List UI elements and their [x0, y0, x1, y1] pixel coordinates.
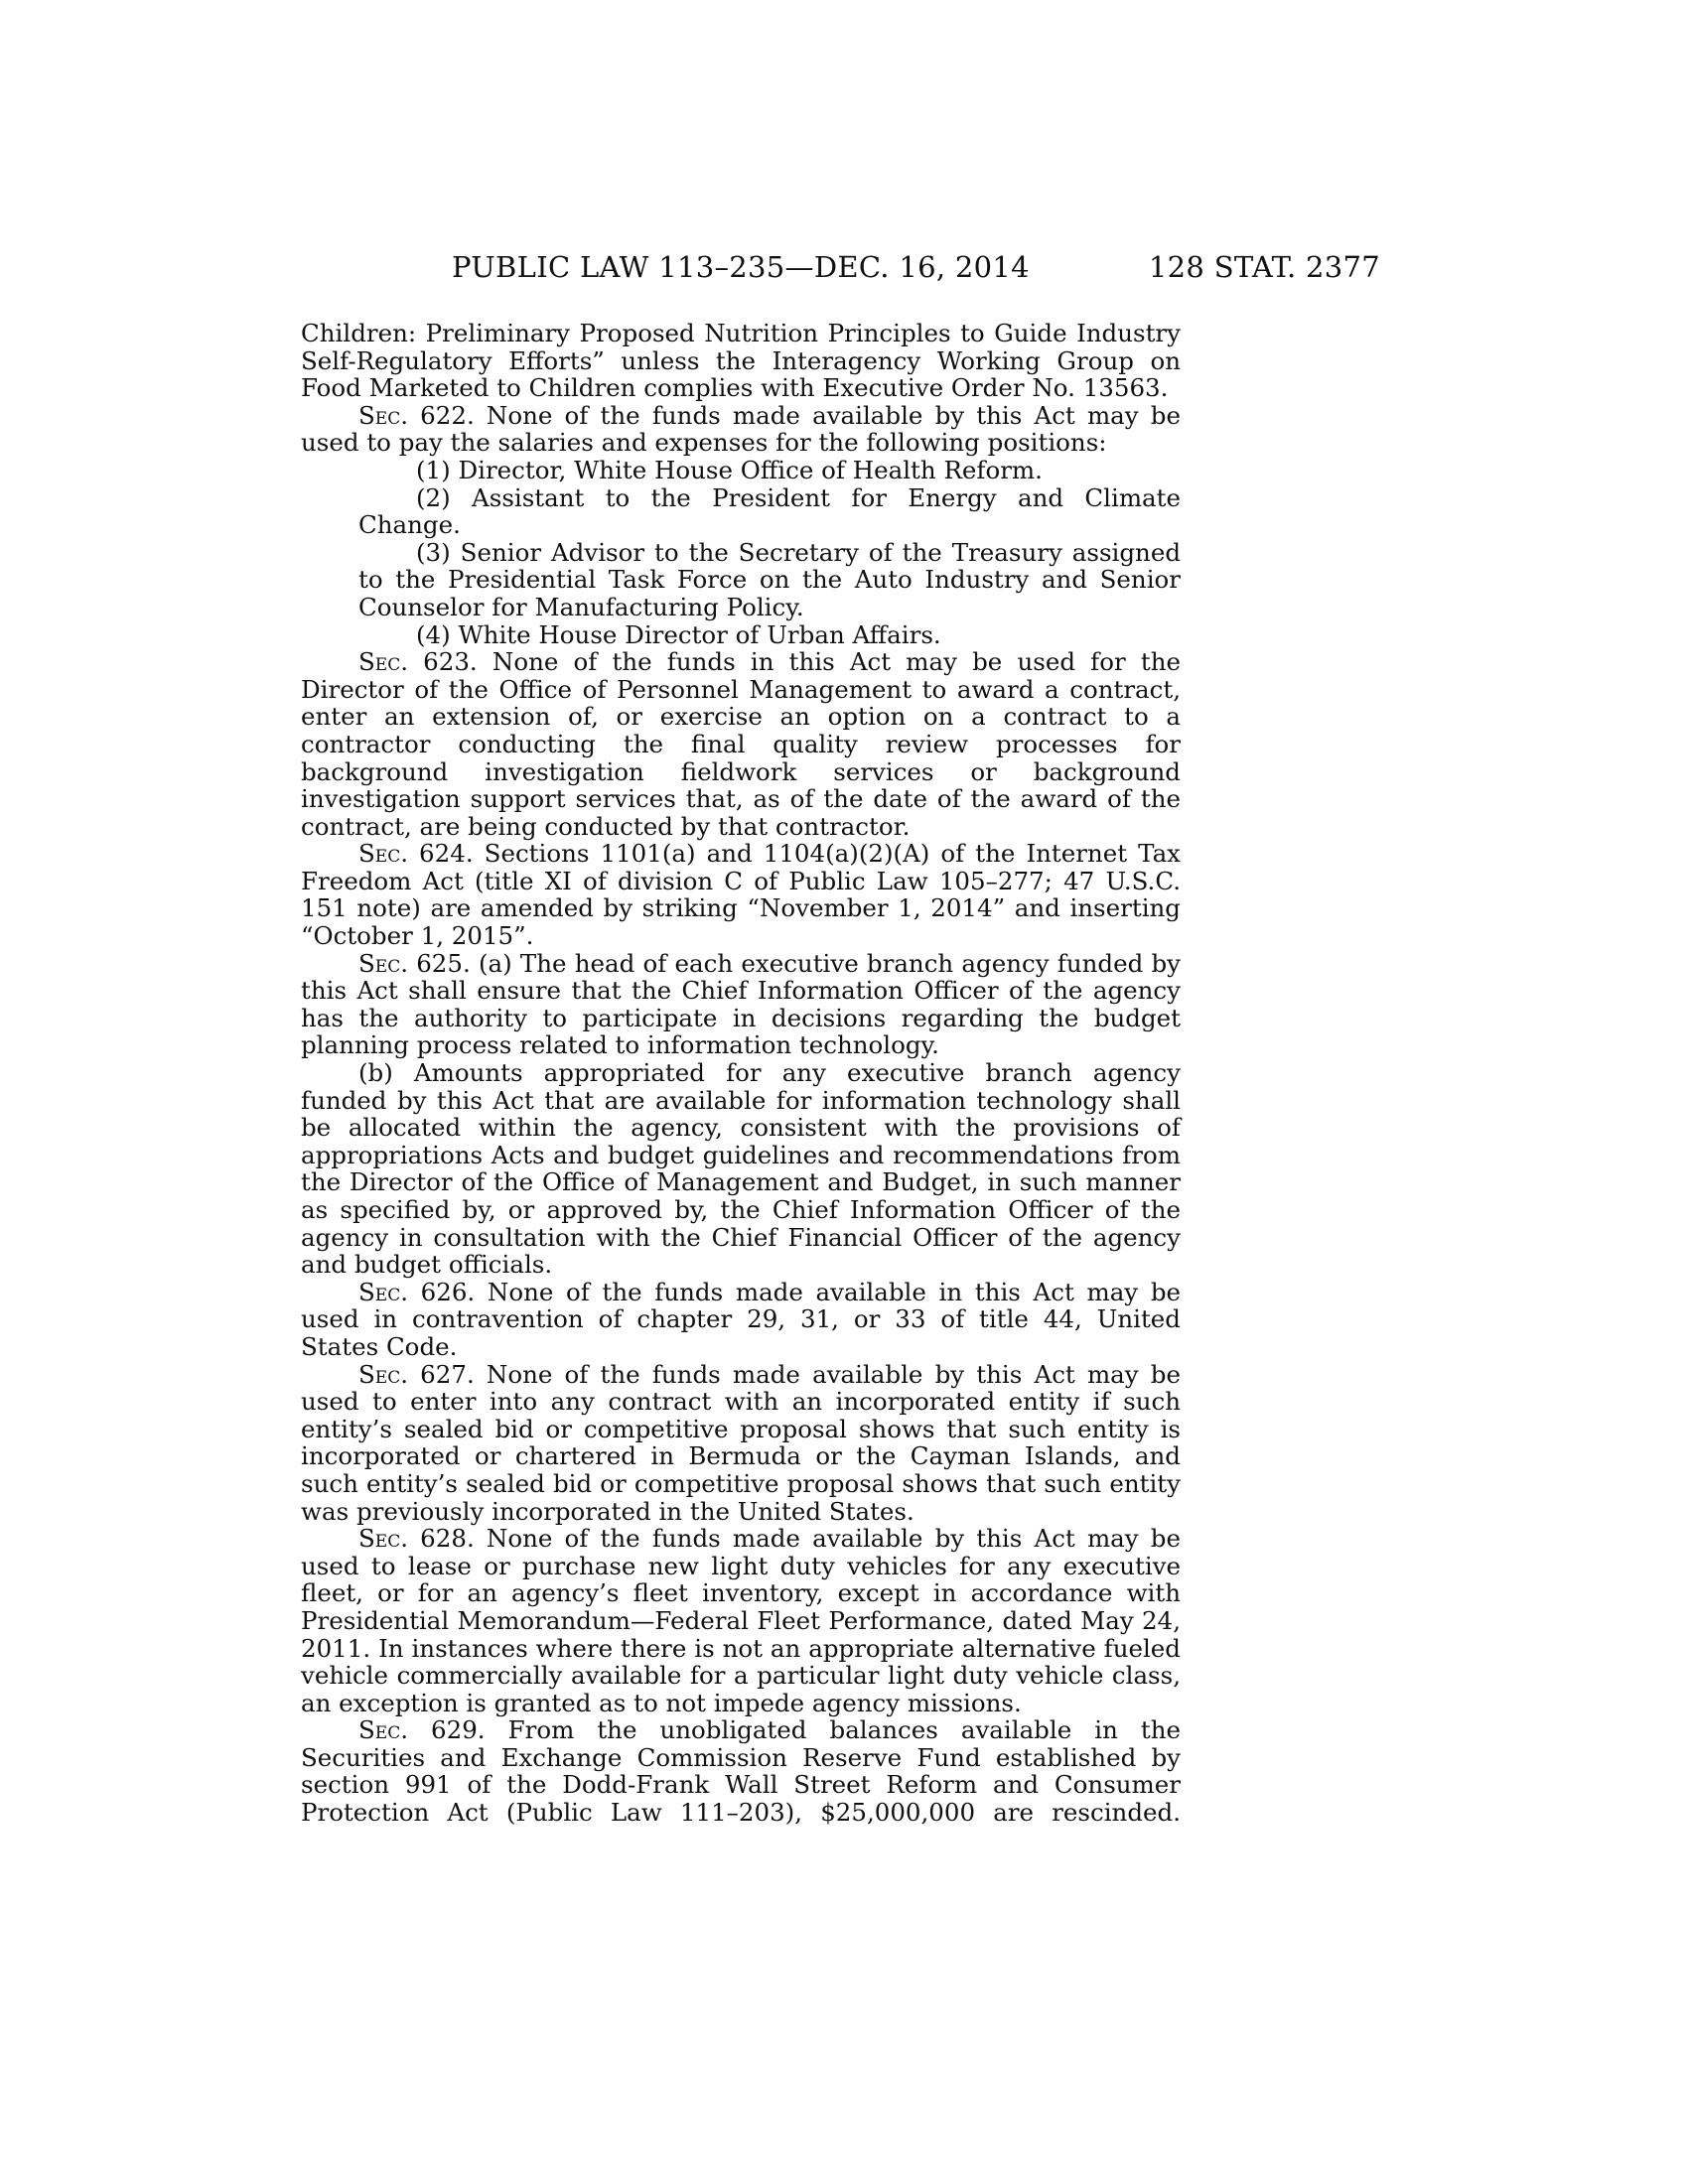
section-623 [301, 648, 1181, 840]
section-626 [301, 1279, 1181, 1361]
list-item-3 [358, 539, 1181, 621]
section-label: Sec. [358, 1715, 408, 1745]
paragraph-text: 626. None of the funds made available in this Act may be used in contravention of chapter 29, 31, or 33 of title 44, United States Code. [301, 1277, 1181, 1361]
paragraph-text: Children: Preliminary Proposed Nutrition Principles to Guide Industry Self-Regulatory Efforts” unless the Interagency Working Group on Food Marketed to Children complies with Executive Order No. 13563. [301, 319, 1181, 403]
list-item-1 [301, 457, 1181, 484]
list-item-4 [301, 621, 1181, 649]
section-label: Sec. [358, 948, 408, 978]
paragraph-text: 629. From the unobligated balances available in the Securities and Exchange Commission Reserve Fund established by section 991 of the Dodd-Frank Wall Street Reform and Consumer Protection Act (Public Law 111–203), $25,000,000 are rescinded. [301, 1715, 1181, 1828]
section-label: Sec. [358, 1277, 408, 1306]
section-label: Sec. [358, 839, 408, 869]
section-label: Sec. [358, 647, 408, 677]
paragraph-text: 624. Sections 1101(a) and 1104(a)(2)(A) of the Internet Tax Freedom Act (title XI of division C of Public Law 105–277; 47 U.S.C. 151 note) are amended by striking “November 1, 2014” and inserting “October 1, 2015”. [301, 839, 1181, 951]
list-item-2 [358, 484, 1181, 539]
page-header [298, 250, 1380, 290]
section-629 [301, 1716, 1181, 1826]
paragraph-text: (4) White House Director of Urban Affairs. [416, 619, 941, 649]
paragraph-text: (b) Amounts appropriated for any executive branch agency funded by this Act that are available for information technology shall be allocated within the agency, consistent with the provisions of appropriations Acts and budget guidelines and recommendations from the Director of the Office of Management and Budget, in such manner as specified by, or approved by, the Chief Information Officer of the agency in consultation with the Chief Financial Officer of the agency and budget officials. [301, 1058, 1181, 1280]
paragraph-text: 625. (a) The head of each executive branch agency funded by this Act shall ensure that the Chief Information Officer of the agency has the authority to participate in decisions regarding the budget planning process related to information technology. [301, 948, 1181, 1060]
section-624 [301, 840, 1181, 949]
paragraph-continuation [301, 320, 1181, 402]
section-label: Sec. [358, 1359, 408, 1389]
statute-page-number: 128 STAT. 2377 [1148, 250, 1380, 284]
paragraph-text: (2) Assistant to the President for Energy and Climate Change. [358, 482, 1181, 540]
paragraph-text: (3) Senior Advisor to the Secretary of the Treasury assigned to the Presidential Task Force on the Auto Industry and Senior Counselor for Manufacturing Policy. [358, 537, 1181, 621]
section-627 [301, 1361, 1181, 1526]
paragraph-text: 627. None of the funds made available by this Act may be used to enter into any contract with an incorporated entity if such entity’s sealed bid or competitive proposal shows that such entity is incorporated or chartered in Bermuda or the Cayman Islands, and such entity’s sealed bid or competitive proposal shows that such entity was previously incorporated in the United States. [301, 1359, 1181, 1526]
paragraph-text: 622. None of the funds made available by this Act may be used to pay the salaries and expenses for the following positions: [301, 400, 1181, 458]
running-head-title: PUBLIC LAW 113–235—DEC. 16, 2014 [452, 250, 1030, 284]
section-625-b [301, 1059, 1181, 1279]
section-628 [301, 1525, 1181, 1716]
section-label: Sec. [358, 400, 408, 430]
body-text [301, 320, 1181, 1827]
section-625-a [301, 950, 1181, 1059]
paragraph-text: 623. None of the funds in this Act may be used for the Director of the Office of Personnel Management to award a contract, enter an extension of, or exercise an option on a contract to a contractor conducting the final quality review processes for background investigation fieldwork services or background investigation support services that, as of the date of the award of the contract, are being conducted by that contractor. [301, 647, 1181, 841]
paragraph-text: 628. None of the funds made available by this Act may be used to lease or purchase new light duty vehicles for any executive fleet, or for an agency’s fleet inventory, except in accordance with Presidential Memorandum—Federal Fleet Performance, dated May 24, 2011. In instances where there is not an appropriate alternative fueled vehicle commercially available for a particular light duty vehicle class, an exception is granted as to not impede agency missions. [301, 1524, 1181, 1717]
paragraph-text: (1) Director, White House Office of Health Reform. [416, 455, 1043, 484]
section-label: Sec. [358, 1524, 408, 1554]
section-622 [301, 402, 1181, 457]
